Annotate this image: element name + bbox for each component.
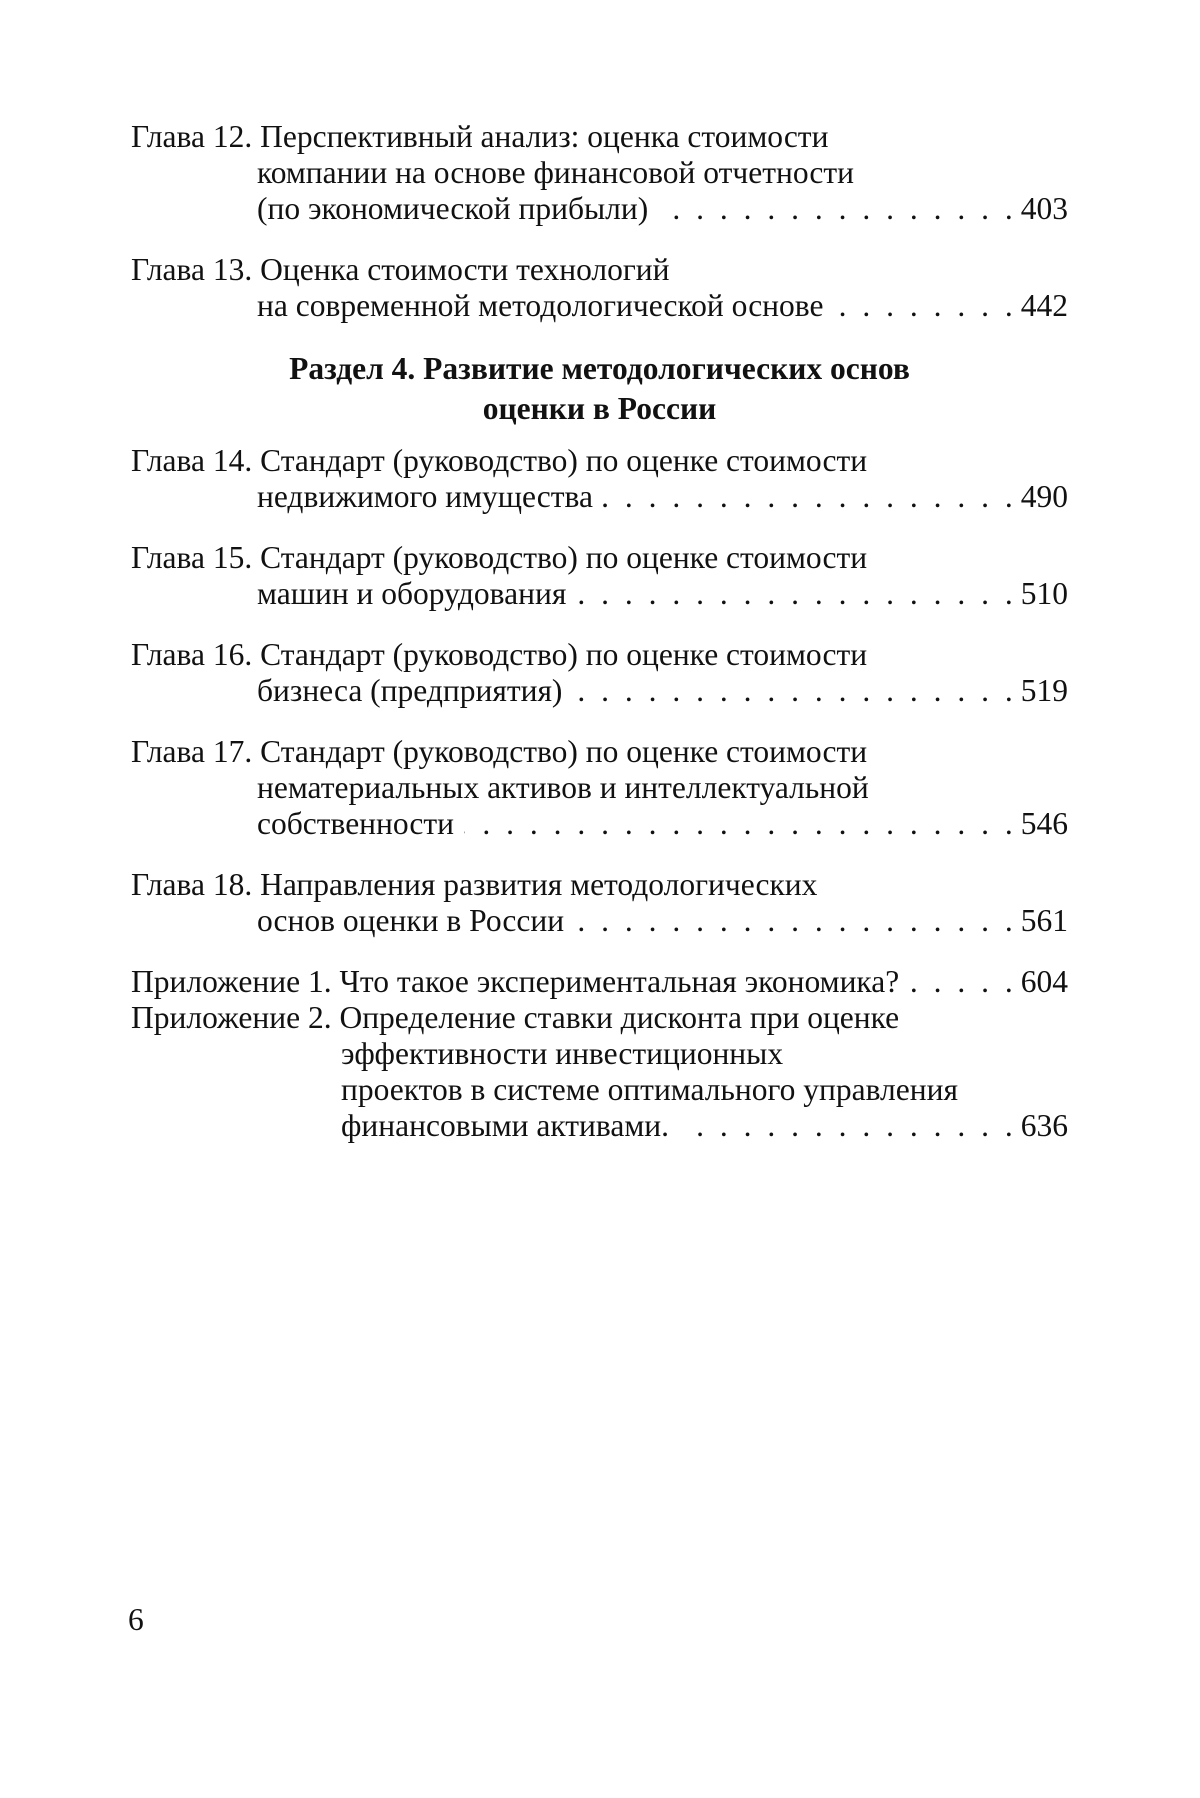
page-number: 546: [1020, 806, 1068, 841]
toc-entry-chapter-16: [131, 637, 1068, 709]
section-heading: [131, 349, 1068, 429]
chapter-title: Стандарт (руководство) по оценке стоимости: [260, 734, 868, 769]
dot-leader: [603, 479, 1017, 515]
section-title-line: Раздел 4. Развитие методологических основ: [289, 351, 910, 386]
chapter-title: Перспективный анализ: оценка стоимости: [260, 119, 829, 154]
appendix-number: Приложение 1.: [131, 964, 332, 999]
chapter-title: недвижимого имущества: [257, 479, 593, 514]
dot-leader: [658, 191, 1017, 227]
section-title-line: оценки в России: [482, 391, 717, 426]
folio-page-number: 6: [128, 1602, 144, 1637]
page-number: 561: [1020, 903, 1068, 938]
toc-entry-appendix-2: [131, 1000, 1068, 1144]
dot-leader: [679, 1108, 1017, 1144]
appendix-title: Что такое экспериментальная экономика?: [339, 964, 900, 999]
appendix-title: Определение ставки дисконта при оценке: [339, 1000, 900, 1035]
dot-leader: [572, 673, 1016, 709]
appendix-title: эффективности инвестиционных: [341, 1036, 784, 1071]
chapter-title: компании на основе финансовой отчетности: [257, 155, 854, 190]
chapter-number: Глава 17.: [131, 734, 253, 769]
chapter-number: Глава 16.: [131, 637, 253, 672]
page-number: 636: [1020, 1108, 1068, 1143]
toc-entry-chapter-13: [131, 252, 1068, 324]
toc-entry-chapter-12: [131, 119, 1068, 227]
dot-leader: [574, 903, 1017, 939]
appendix-number: Приложение 2.: [131, 1000, 332, 1035]
chapter-title: бизнеса (предприятия): [257, 673, 563, 708]
page-number: 442: [1020, 288, 1068, 323]
chapter-title: Стандарт (руководство) по оценке стоимости: [260, 540, 868, 575]
toc-entry-chapter-17: [131, 734, 1068, 842]
toc-entry-chapter-15: [131, 540, 1068, 612]
dot-leader: [576, 576, 1016, 612]
dot-leader: [909, 964, 1017, 1000]
chapter-title: машин и оборудования: [257, 576, 567, 611]
toc-entry-chapter-14: [131, 443, 1068, 515]
chapter-title: основ оценки в России: [257, 903, 565, 938]
chapter-number: Глава 12.: [131, 119, 253, 154]
dot-leader: [833, 288, 1016, 324]
chapter-number: Глава 13.: [131, 252, 253, 287]
page-number: 403: [1020, 191, 1068, 226]
page-number: 604: [1020, 964, 1068, 999]
chapter-title: Стандарт (руководство) по оценке стоимости: [260, 443, 868, 478]
appendix-title: финансовыми активами.: [341, 1108, 669, 1143]
chapter-title: Стандарт (руководство) по оценке стоимости: [260, 637, 868, 672]
chapter-title: собственности: [257, 806, 455, 841]
page-number: 519: [1020, 673, 1068, 708]
dot-leader: [464, 806, 1017, 842]
toc-entry-chapter-18: [131, 867, 1068, 939]
chapter-number: Глава 14.: [131, 443, 253, 478]
appendix-title: проектов в системе оптимального управления: [341, 1072, 958, 1107]
chapter-number: Глава 18.: [131, 867, 253, 902]
chapter-title: Оценка стоимости технологий: [260, 252, 670, 287]
chapter-number: Глава 15.: [131, 540, 253, 575]
chapter-title: (по экономической прибыли): [257, 191, 649, 226]
table-of-contents: [131, 119, 1068, 1144]
chapter-title: нематериальных активов и интеллектуальной: [257, 770, 869, 805]
page-number: 490: [1020, 479, 1068, 514]
chapter-title: на современной методологической основе: [257, 288, 824, 323]
toc-entry-appendix-1: [131, 964, 1068, 1000]
chapter-title: Направления развития методологических: [260, 867, 818, 902]
page-number: 510: [1020, 576, 1068, 611]
